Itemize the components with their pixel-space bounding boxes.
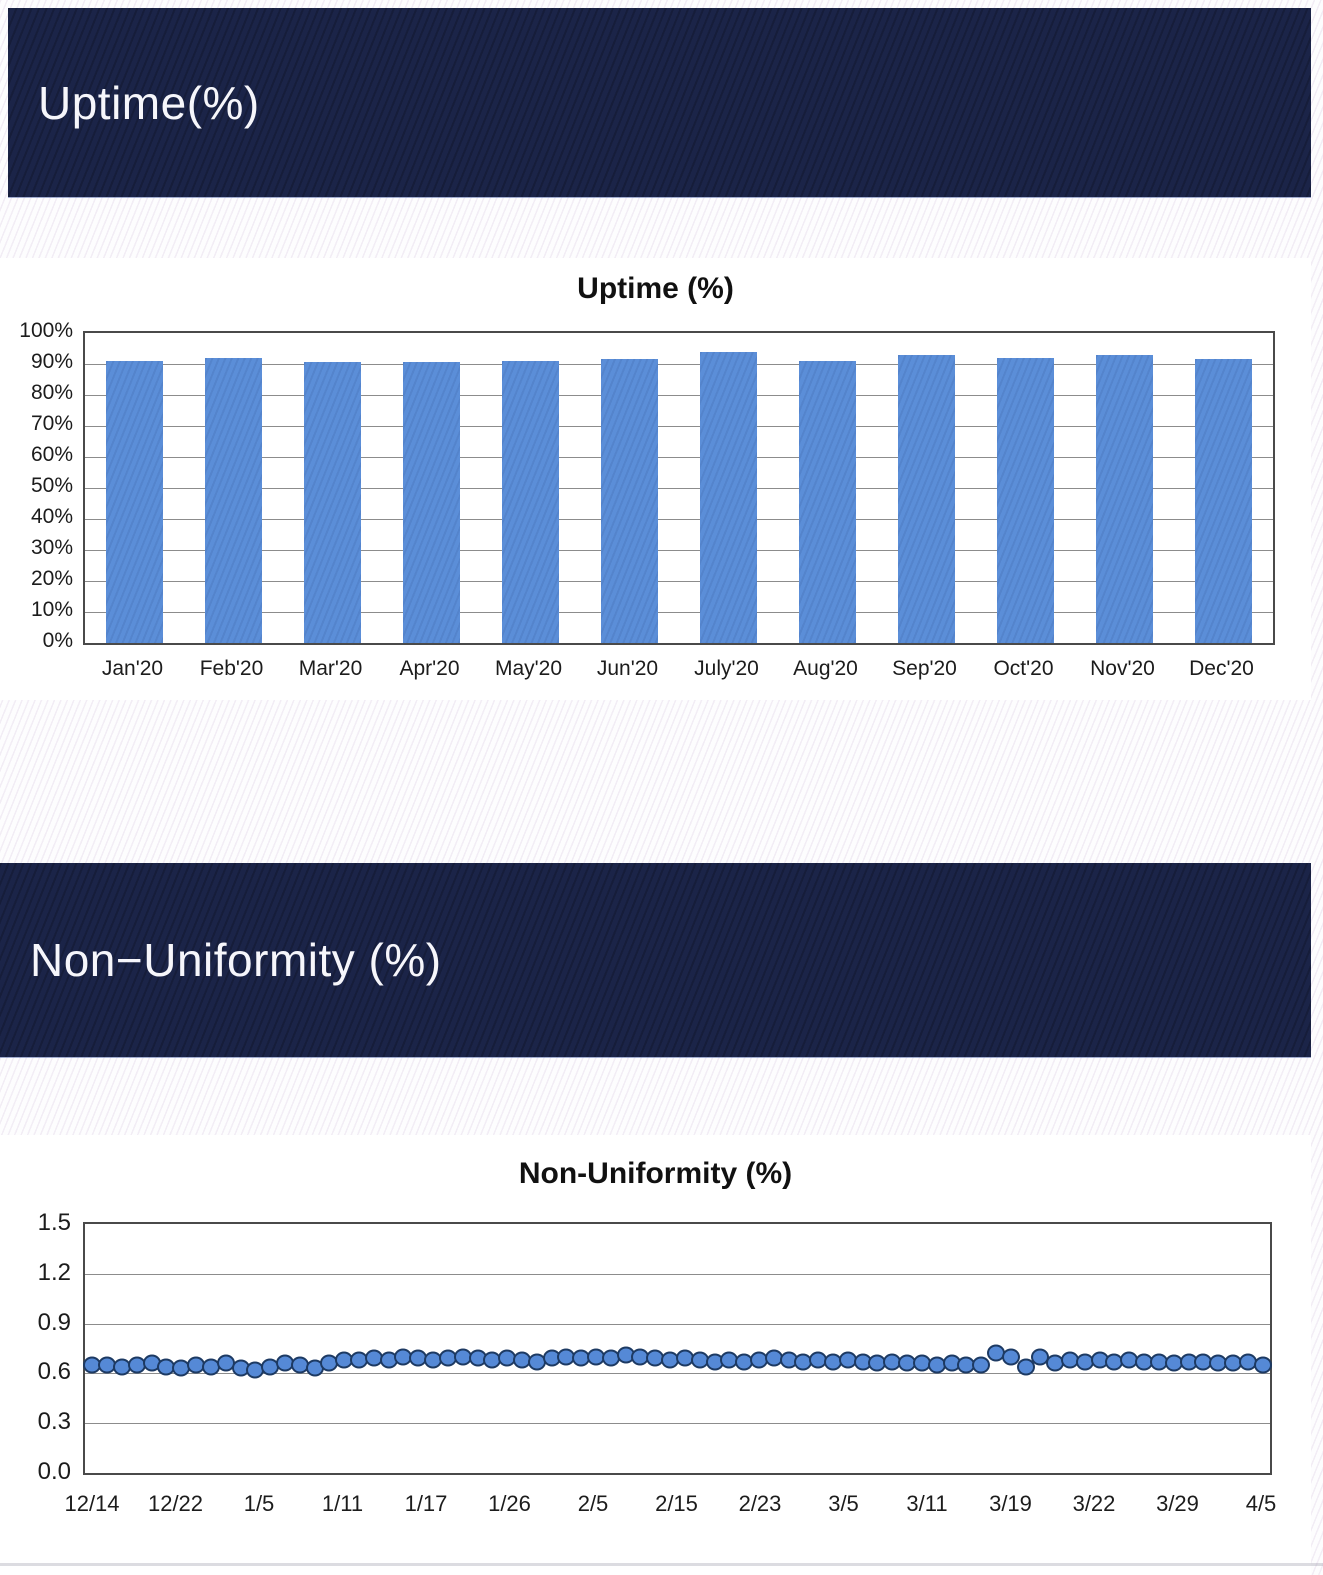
y-tick-label: 30% (30, 536, 73, 559)
x-tick-label: 12/14 (64, 1491, 120, 1516)
y-tick-label: 1.5 (37, 1209, 71, 1236)
uptime-bar-Sep'20 (898, 355, 955, 643)
x-tick-label: 3/5 (828, 1491, 859, 1516)
uptime-chart-title: Uptime (%) (577, 272, 734, 305)
x-tick-label: 3/29 (1156, 1491, 1199, 1516)
x-tick-label: 3/11 (906, 1491, 948, 1516)
x-tick-label: July'20 (694, 657, 759, 680)
y-tick-label: 0.0 (37, 1458, 71, 1485)
data-point (1254, 1357, 1272, 1374)
uptime-chart-card (0, 258, 1311, 700)
gridline-50pct (85, 488, 1273, 489)
y-tick-label: 100% (19, 319, 73, 342)
nonuniformity-chart-title: Non-Uniformity (%) (518, 1157, 793, 1190)
y-tick-label: 50% (30, 474, 73, 497)
y-tick-label: 20% (30, 567, 73, 590)
y-tick-label: 0.6 (37, 1358, 71, 1386)
data-point (972, 1357, 990, 1374)
y-tick-label: 40% (30, 505, 73, 528)
gridline-30pct (85, 550, 1273, 551)
y-tick-label: 1.2 (37, 1258, 71, 1286)
x-tick-label: 1/17 (404, 1491, 448, 1516)
gridline-40pct (85, 519, 1273, 520)
y-tick-label: 90% (30, 350, 73, 373)
uptime-bar-Feb'20 (205, 358, 262, 643)
x-tick-label: Jun'20 (596, 657, 659, 680)
gridline-10pct (85, 612, 1273, 613)
scanner-edge-artifact (0, 1563, 1323, 1566)
x-tick-label: 2/5 (577, 1491, 609, 1516)
gridline-0.9 (85, 1324, 1270, 1325)
y-tick-label: 10% (30, 598, 73, 621)
nonuniformity-chart-card (0, 1135, 1311, 1575)
x-tick-label: 1/5 (243, 1491, 275, 1516)
x-tick-label: Oct'20 (993, 657, 1054, 680)
x-tick-label: Dec'20 (1189, 657, 1254, 680)
x-tick-label: Mar'20 (298, 657, 363, 680)
gridline-60pct (85, 457, 1273, 458)
x-tick-label: 3/19 (989, 1491, 1032, 1516)
uptime-bar-Jan'20 (106, 361, 163, 643)
y-tick-label: 80% (30, 381, 73, 404)
x-tick-label: Feb'20 (199, 657, 264, 680)
gridline-90pct (85, 364, 1273, 365)
uptime-bar-May'20 (502, 361, 559, 643)
uptime-bar-July'20 (700, 352, 757, 643)
gridline-0.3 (85, 1423, 1270, 1424)
gridline-80pct (85, 395, 1273, 396)
y-tick-label: 0.3 (37, 1408, 71, 1436)
y-tick-label: 60% (30, 443, 73, 466)
gridline-70pct (85, 426, 1273, 427)
x-tick-label: Nov'20 (1090, 657, 1155, 680)
nonuniformity-section-banner (0, 863, 1311, 1057)
gridline-20pct (85, 581, 1273, 582)
uptime-section-banner (8, 8, 1311, 197)
y-tick-label: 0.9 (37, 1308, 71, 1336)
uptime-bar-Dec'20 (1195, 359, 1252, 643)
nonuniformity-section-title: Non−Uniformity (%) (30, 934, 442, 986)
uptime-bar-Jun'20 (601, 359, 658, 643)
x-tick-label: 12/22 (147, 1491, 204, 1516)
y-tick-label: 0% (42, 629, 73, 652)
x-tick-label: 2/23 (738, 1491, 782, 1516)
uptime-bar-plot-area (83, 331, 1275, 645)
y-tick-label: 70% (30, 412, 73, 435)
uptime-bar-Nov'20 (1096, 355, 1153, 643)
x-tick-label: Aug'20 (793, 657, 858, 680)
x-tick-label: 1/11 (321, 1491, 364, 1516)
uptime-bar-Aug'20 (799, 361, 856, 643)
uptime-section-title: Uptime(%) (38, 76, 260, 129)
x-tick-label: Apr'20 (399, 657, 460, 680)
x-tick-label: 1/26 (488, 1491, 531, 1516)
uptime-bar-Apr'20 (403, 362, 460, 643)
x-tick-label: 2/15 (655, 1491, 698, 1516)
uptime-bar-Mar'20 (304, 362, 361, 643)
nonuniformity-scatter-plot-area (83, 1222, 1272, 1475)
x-tick-label: May'20 (494, 657, 563, 680)
uptime-bar-Oct'20 (997, 358, 1054, 643)
gridline-1.2 (85, 1274, 1270, 1275)
x-tick-label: Jan'20 (101, 657, 164, 680)
x-tick-label: Sep'20 (892, 657, 957, 680)
x-tick-label: 4/5 (1245, 1491, 1277, 1516)
x-tick-label: 3/22 (1072, 1491, 1116, 1516)
